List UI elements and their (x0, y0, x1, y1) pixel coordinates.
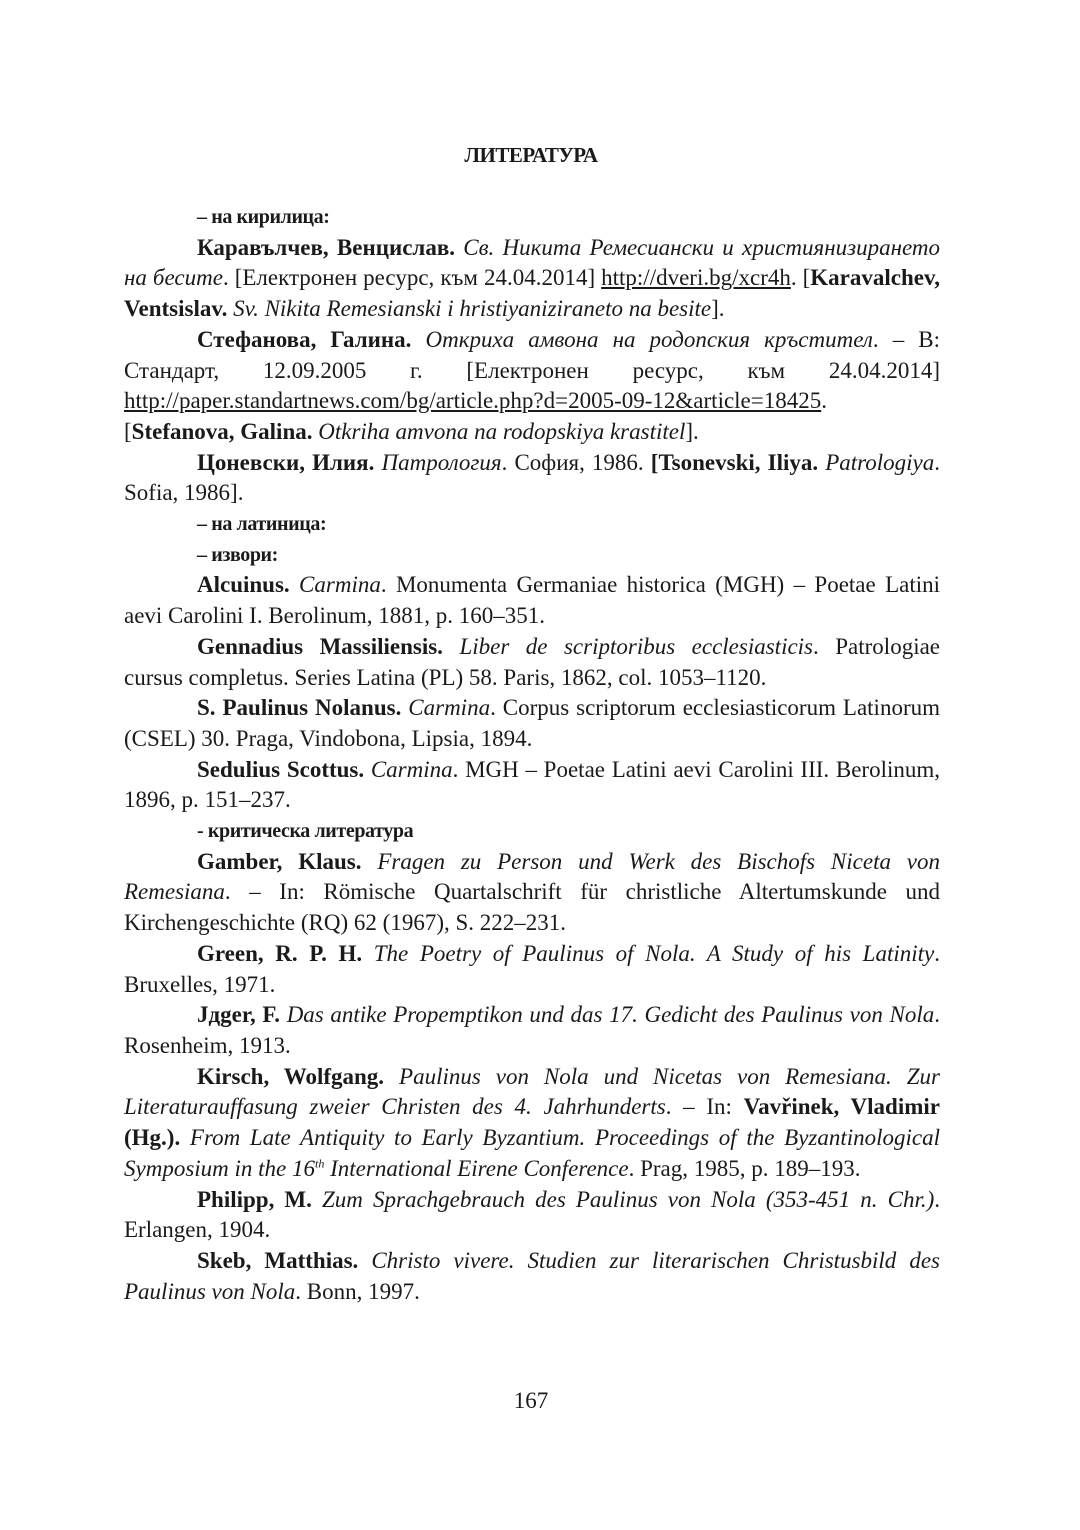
entry-title: Св. Никита Ремесиански и християнизирането на бесите (124, 234, 941, 291)
page-number: 167 (513, 1388, 549, 1413)
entry-translit-author: Karavalchev, Ventsislav. (124, 265, 940, 322)
entry-title: Paulinus von Nola und Nicetas von Remesiana. Zur Literaturauffasung zweier Christen des 4. Jahrhunderts (124, 1063, 941, 1120)
bib-entry (124, 325, 940, 448)
entry-author: Philipp, M. (197, 1186, 312, 1212)
bib-entry (124, 939, 940, 1000)
entry-author: Gennadius Massiliensis. (197, 633, 443, 659)
entry-title: Открихa амвона на родопския кръстител (425, 326, 873, 352)
bib-entry (124, 1185, 940, 1246)
entry-translit-author: Stefanova, Galina. (131, 418, 313, 444)
entry-title: Das antike Propemptikon und das 17. Gedicht des Paulinus von Nola (286, 1002, 935, 1028)
bibliography (124, 202, 940, 1307)
bib-entry (124, 1000, 940, 1061)
page-title: ЛИТЕРАТУРА (464, 143, 598, 167)
entry-details: . – In: Römische Quartalschrift für christliche Altertumskunde und Kirchengeschichte (RQ) 62 (1967), S. 222–231. (124, 879, 940, 936)
bib-entry (124, 1062, 940, 1185)
entry-translit-title: Otkriha amvona na rodopskiya krastitel (318, 418, 686, 444)
entry-author: Alcuinus. (197, 572, 290, 598)
entry-details: . Bonn, 1997. (295, 1278, 420, 1304)
entry-title: Патрология (381, 449, 502, 475)
bib-entry (124, 448, 940, 509)
entry-details: . – In: (665, 1094, 744, 1120)
entry-details: . Rosenheim, 1913. (124, 1002, 940, 1058)
entry-title: Liber de scriptoribus ecclesiasticis (459, 633, 814, 659)
bib-entry (124, 632, 940, 693)
bib-entry (124, 847, 940, 939)
bib-entry (124, 570, 940, 631)
entry-editor: Vavřinek, Vladimir (Hg.). (124, 1094, 940, 1151)
entry-title: The Poetry of Paulinus of Nola. A Study of his Latinity (373, 940, 935, 966)
entry-author: Kirsch, Wolfgang. (197, 1063, 385, 1089)
entry-details: . [Електронен ресурс, към 24.04.2014] (222, 265, 602, 291)
entry-punct: . [ (124, 388, 827, 444)
section-heading-latin: – на латиница: (197, 513, 327, 536)
section-heading-cyrillic: – на кирилица: (197, 206, 330, 228)
section-heading-critical: - критическа литература (197, 820, 414, 843)
entry-details: . MGH – Poetae Latini aevi Carolini III. Berolinum, 1896, p. 151–237. (124, 756, 941, 813)
entry-author: S. Paulinus Nolanus. (197, 695, 402, 721)
entry-url-link[interactable]: http://dveri.bg/xcr4h (601, 265, 791, 291)
entry-author: Цоневски, Илия. (197, 449, 375, 475)
entry-details: . – В: Стандарт, 12.09.2005 г. [Електронен ресурс, към 24.04.2014] (124, 326, 941, 383)
entry-title: Christo vivere. Studien zur literarischen Christusbild des Paulinus von Nola (124, 1247, 940, 1304)
entry-translit-end: ]. (711, 296, 725, 322)
entry-title: Fragen zu Person und Werk des Bischofs Niceta von Remesiana (124, 848, 940, 905)
entry-author: Gamber, Klaus. (197, 848, 362, 874)
entry-details: . София, 1986. (501, 449, 651, 475)
entry-translit-author: [Tsonevski, Iliya. (650, 449, 819, 475)
entry-author: Каравълчев, Венцислав. (197, 234, 455, 260)
entry-title: Carmina (299, 572, 381, 598)
entry-author: Jдger, F. (197, 1002, 281, 1028)
entry-author: Sedulius Scottus. (197, 756, 365, 782)
entry-title: Carmina (408, 695, 491, 721)
entry-details: . Monumenta Germaniae historica (MGH) – Poetae Latini aevi Carolini I. Berolinum, 1881, p. 160–351. (124, 572, 941, 629)
bib-entry (124, 233, 940, 325)
entry-url-link[interactable]: http://paper.standartnews.com/bg/article.php?d=2005-09-12&article=18425 (124, 388, 822, 414)
entry-translit-title: Patrologiya (825, 449, 935, 475)
entry-title: Carmina (370, 756, 453, 782)
entry-author: Стефанова, Галина. (197, 326, 412, 352)
entry-details: . Corpus scriptorum ecclesiasticorum Latinorum (CSEL) 30. Praga, Vindobona, Lipsia, 1894. (124, 695, 940, 751)
entry-details: . Erlangen, 1904. (124, 1186, 941, 1243)
entry-translit-title: Sv. Nikita Remesianski i hristiyaniziraneto na besite (233, 296, 712, 322)
entry-translit-end: . Sofia, 1986]. (124, 449, 940, 506)
section-heading-sources: – извори: (197, 543, 278, 566)
bib-entry (124, 693, 940, 754)
entry-author: Skeb, Matthias. (197, 1247, 359, 1273)
entry-title: Zum Sprachgebrauch des Paulinus von Nola (353-451 n. Chr.) (322, 1186, 935, 1212)
entry-author: Green, R. P. H. (197, 940, 363, 966)
entry-details: . Prag, 1985, p. 189–193. (628, 1155, 861, 1181)
entry-details: . Bruxelles, 1971. (124, 940, 940, 997)
bib-entry (124, 755, 940, 816)
bib-entry (124, 1246, 940, 1307)
entry-punct: . [ (790, 265, 811, 291)
entry-translit-end: ]. (685, 418, 699, 444)
entry-volume-title-part: From Late Antiquity to Early Byzantium. Proceedings of the Byzantinological Symposium in the 16 (124, 1125, 941, 1181)
entry-volume-title-part: International Eirene Conference (324, 1155, 629, 1181)
ordinal-suffix: th (315, 1156, 325, 1171)
entry-details: . Patrologiae cursus completus. Series Latina (PL) 58. Paris, 1862, col. 1053–1120. (124, 633, 941, 690)
